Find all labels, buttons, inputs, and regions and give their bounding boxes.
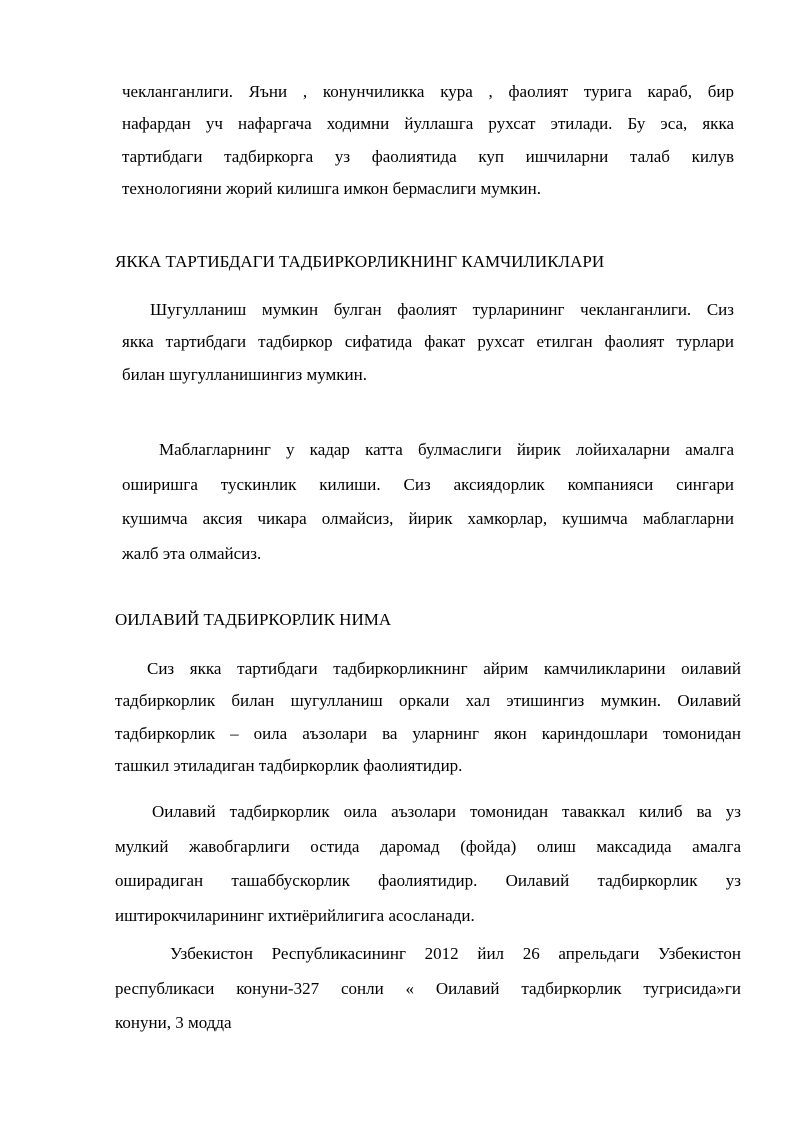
text-line: Сиз якка тартибдаги тадбиркорликнинг айрим камчиликларини оилавий — [147, 659, 741, 678]
text-line: Оилавий тадбиркорлик оила аъзолари томонидан таваккал килиб ва уз — [152, 802, 741, 821]
text-line: технологияни жорий килишга имкон бермаслиги мумкин. — [122, 178, 541, 198]
paragraph-disadvantage-activities — [122, 294, 734, 391]
text-line: иштирокчиларининг ихтиёрийлигига асосланади. — [115, 905, 475, 925]
text-line: якка тартибдаги тадбиркор сифатида факат рухсат етилган фаолият турлари — [122, 332, 734, 352]
text-line: Узбекистон Республикасининг 2012 йил 26 апрельдаги Узбекистон — [170, 944, 741, 963]
paragraph-family-business-definition — [115, 795, 741, 933]
paragraph-family-business-intro — [115, 653, 741, 782]
text-line: конуни, 3 модда — [115, 1013, 232, 1032]
section-heading: ОИЛАВИЙ ТАДБИРКОРЛИК НИМА — [115, 610, 392, 629]
text-line: тадбиркорлик билан шугулланиш оркали хал этишингиз мумкин. Оилавий — [115, 691, 741, 711]
section-heading: ЯККА ТАРТИБДАГИ ТАДБИРКОРЛИКНИНГ КАМЧИЛИКЛАРИ — [115, 252, 605, 271]
text-line: чекланганлиги. Яъни , конунчиликка кура , фаолият турига караб, бир — [122, 82, 734, 101]
paragraph-disadvantage-funds — [122, 433, 734, 571]
text-line: тартибдаги тадбиркорга уз фаолиятида куп ишчиларни талаб килув — [122, 146, 734, 166]
paragraph-law-reference — [115, 937, 741, 1041]
text-line: тадбиркорлик – оила аъзолари ва уларнинг якон кариндошлари томонидан — [115, 723, 741, 743]
text-line: кушимча аксия чикара олмайсиз, йирик хамкорлар, кушимча маблагларни — [122, 509, 734, 528]
text-line: мулкий жавобгарлиги остида даромад (фойда) олиш максадида амалга — [115, 836, 741, 856]
text-line: билан шугулланишингиз мумкин. — [122, 364, 367, 384]
text-line: нафардан уч нафаргача ходимни йуллашга рухсат этилади. Бу эса, якка — [122, 114, 734, 134]
text-line: оширишга тускинлик килиши. Сиз аксиядорлик компанияси сингари — [122, 474, 734, 494]
text-line: Шугулланиш мумкин булган фаолият турларининг чекланганлиги. Сиз — [150, 300, 734, 319]
text-line: Маблагларнинг у кадар катта булмаслиги йирик лойихаларни амалга — [159, 440, 734, 459]
text-line: жалб эта олмайсиз. — [122, 543, 262, 563]
paragraph-continuation — [122, 76, 734, 205]
text-line: оширадиган ташаббускорлик фаолиятидир. Оилавий тадбиркорлик уз — [115, 871, 741, 890]
text-line: ташкил этиладиган тадбиркорлик фаолиятидир. — [115, 755, 463, 775]
text-line: республикаси конуни-327 сонли « Оилавий тадбиркорлик тугрисида»ги — [115, 978, 741, 998]
